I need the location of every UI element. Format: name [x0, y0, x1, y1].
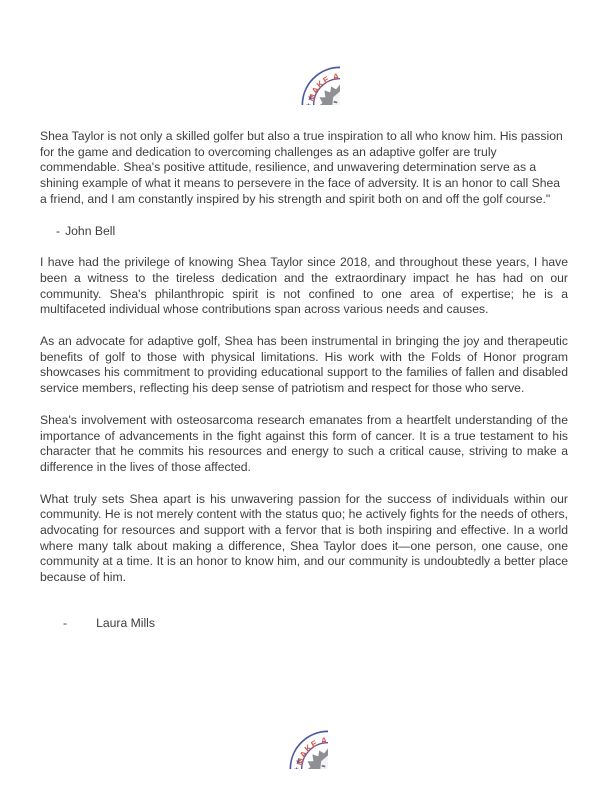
testimonial-paragraph-1: Shea Taylor is not only a skilled golfer but also a true inspiration to all who know him. His passion for the game and dedication to overcoming challenges as an adaptive golfer are truly commendable. Shea's positive attitude, resilience, and unwavering determination serve as a shining example of what it means to persevere in the face of adversity. It is an honor to call Shea a friend, and I am constantly inspired by his strength and spirit both on and off the golf course.": [40, 129, 563, 206]
letter-body: [40, 129, 568, 632]
footer-logo-badge-icon: [250, 691, 328, 769]
signature-name: John Bell: [65, 223, 116, 238]
testimonial-paragraph-2: I have had the privilege of knowing Shea Taylor since 2018, and throughout these years, I have been a witness to the tireless dedication and the extraordinary impact he has had on our community. Shea's philanthropic spirit is not confined to one area of expertise; he is a multifaceted individual whose contributions span across various needs and causes.: [40, 255, 568, 317]
testimonial-paragraph-5: What truly sets Shea apart is his unwavering passion for the success of individuals within our community. He is not merely content with the status quo; he actively fights for the needs of others, advocating for resources and support with a fervor that is both inspiring and effective. In a world where many talk about making a difference, Shea Taylor does it—one person, one cause, one community at a time. It is an honor to know him, and our community is undoubtedly a better place because of him.: [40, 491, 568, 585]
testimonial-paragraph-3: As an advocate for adaptive golf, Shea has been instrumental in bringing the joy and therapeutic benefits of golf to those with physical limitations. His work with the Folds of Honor program showcases his commitment to providing educational support to the families of fallen and disabled service members, reflecting his deep sense of patriotism and respect for those who serve.: [40, 334, 568, 396]
signature-dash: -: [63, 615, 68, 630]
signature-dash: -: [56, 223, 61, 238]
header-logo-badge-icon: [262, 27, 340, 105]
testimonial-paragraph-4: Shea's involvement with osteosarcoma research emanates from a heartfelt understanding of the importance of advancements in the fight against this form of cancer. It is a true testament to his character that he commits his resources and energy to such a critical cause, striving to make a difference in the lives of those affected.: [40, 412, 568, 474]
signature-laura-mills: [40, 616, 568, 632]
signature-john-bell: [40, 224, 568, 240]
signature-name: Laura Mills: [96, 615, 155, 630]
